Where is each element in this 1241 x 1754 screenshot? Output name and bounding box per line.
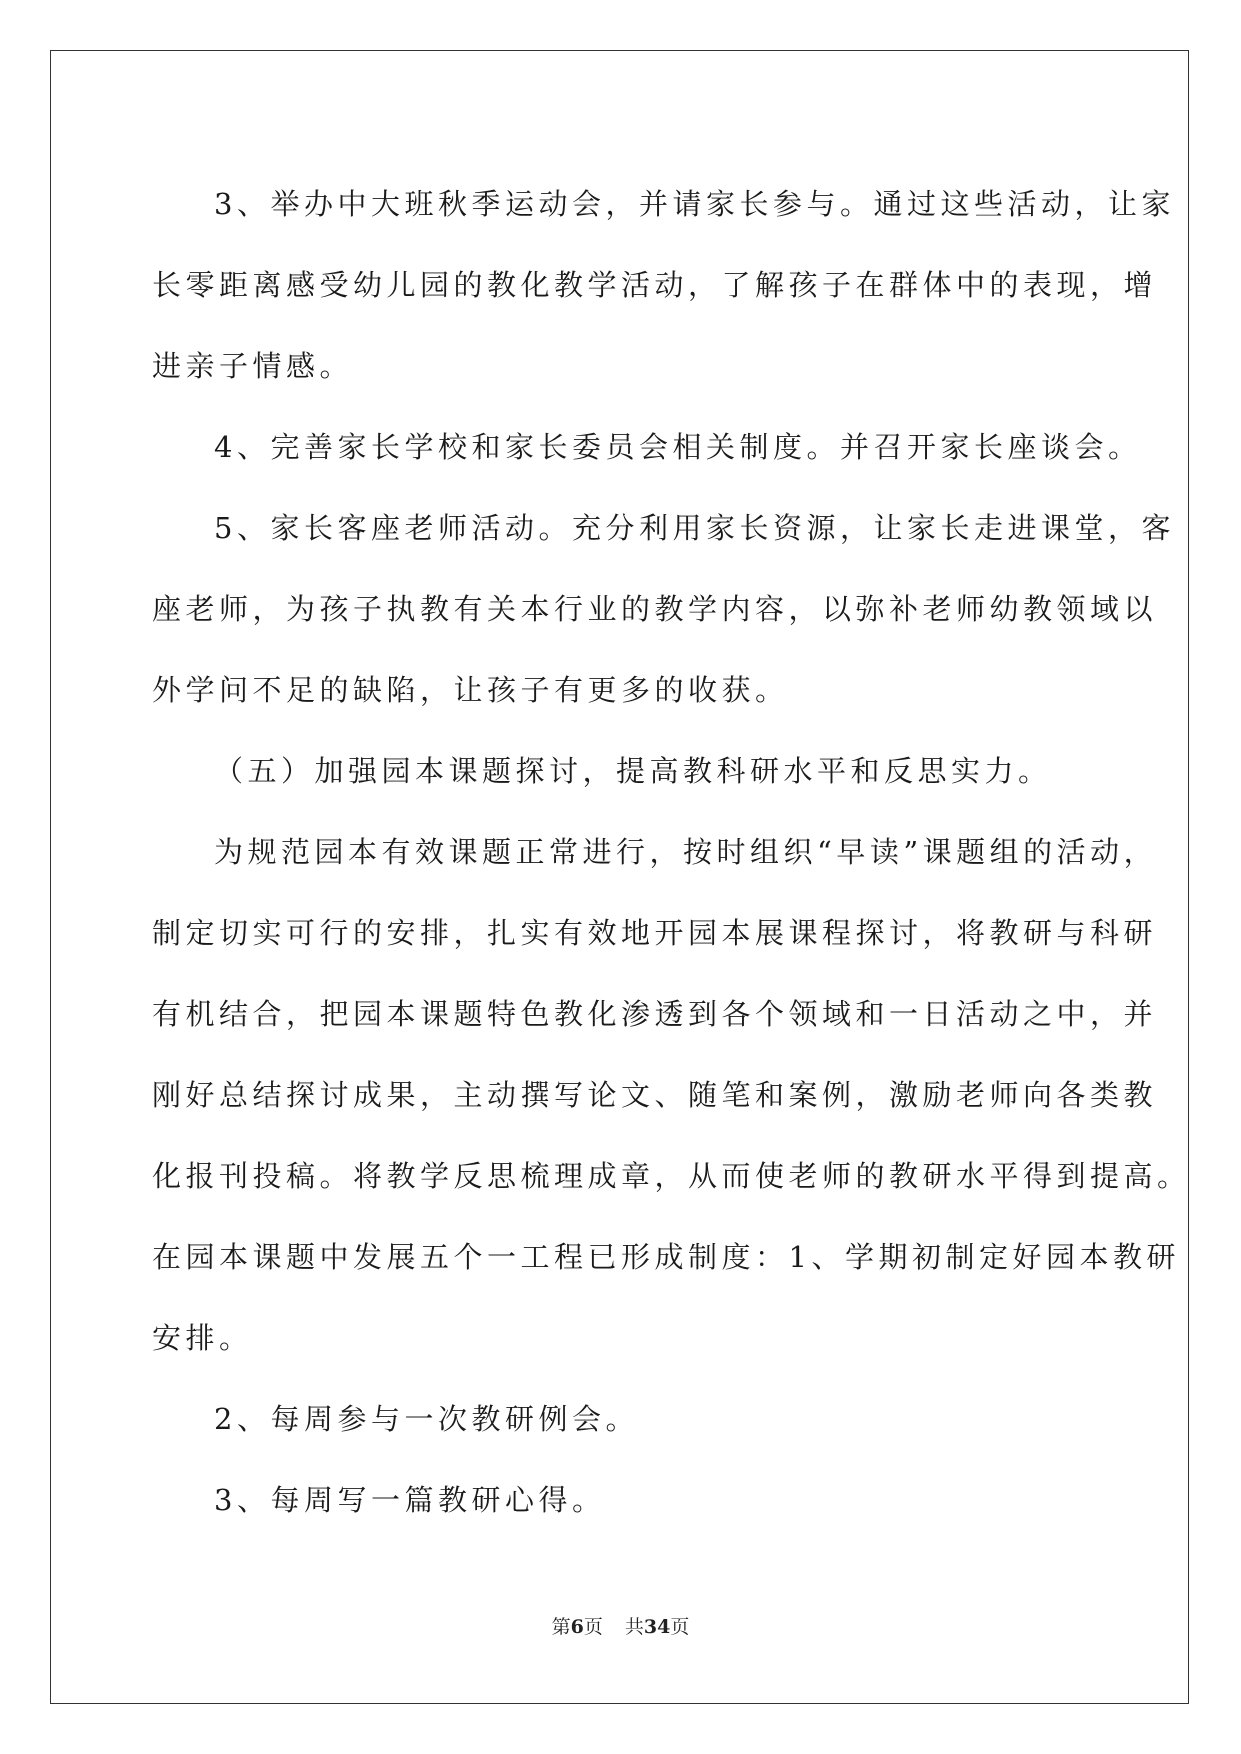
paragraph-line: 5、家长客座老师活动。充分利用家长资源，让家长走进课堂，客 xyxy=(214,511,1175,545)
document-body xyxy=(152,165,1191,1542)
paragraph-line: 化报刊投稿。将教学反思梳理成章，从而使老师的教研水平得到提高。 xyxy=(152,1159,1191,1193)
paragraph-line: 长零距离感受幼儿园的教化教学活动，了解孩子在群体中的表现，增 xyxy=(152,268,1158,302)
paragraph-line: 进亲子情感。 xyxy=(152,349,354,383)
paragraph-line: 座老师，为孩子执教有关本行业的教学内容，以弥补老师幼教领域以 xyxy=(152,592,1158,626)
paragraph-line: 刚好总结探讨成果，主动撰写论文、随笔和案例，激励老师向各类教 xyxy=(152,1078,1158,1112)
current-page-number: 6 xyxy=(570,1616,584,1638)
paragraph-line: 有机结合，把园本课题特色教化渗透到各个领域和一日活动之中，并 xyxy=(152,997,1158,1031)
paragraph-line: 为规范园本有效课题正常进行，按时组织“早读”课题组的活动， xyxy=(214,835,1158,869)
paragraph-line: 3、每周写一篇教研心得。 xyxy=(214,1483,606,1517)
footer-page-unit: 页 xyxy=(583,1616,603,1638)
paragraph-line: 4、完善家长学校和家长委员会相关制度。并召开家长座谈会。 xyxy=(214,430,1142,464)
paragraph-line: 3、举办中大班秋季运动会，并请家长参与。通过这些活动，让家 xyxy=(214,187,1175,221)
paragraph-line: 2、每周参与一次教研例会。 xyxy=(214,1402,639,1436)
total-page-count: 34 xyxy=(643,1616,671,1638)
page-footer xyxy=(0,1612,1241,1639)
paragraph-line: 安排。 xyxy=(152,1321,253,1355)
footer-prefix: 第 xyxy=(551,1616,571,1638)
paragraph-line: 外学问不足的缺陷，让孩子有更多的收获。 xyxy=(152,673,789,707)
paragraph-line: 制定切实可行的安排，扎实有效地开园本展课程探讨，将教研与科研 xyxy=(152,916,1158,950)
section-heading: （五）加强园本课题探讨，提高教科研水平和反思实力。 xyxy=(214,754,1052,788)
paragraph-line: 在园本课题中发展五个一工程已形成制度：1、学期初制定好园本教研 xyxy=(152,1240,1180,1274)
footer-total-unit: 页 xyxy=(670,1616,690,1638)
footer-total-prefix: 共 xyxy=(624,1616,644,1638)
